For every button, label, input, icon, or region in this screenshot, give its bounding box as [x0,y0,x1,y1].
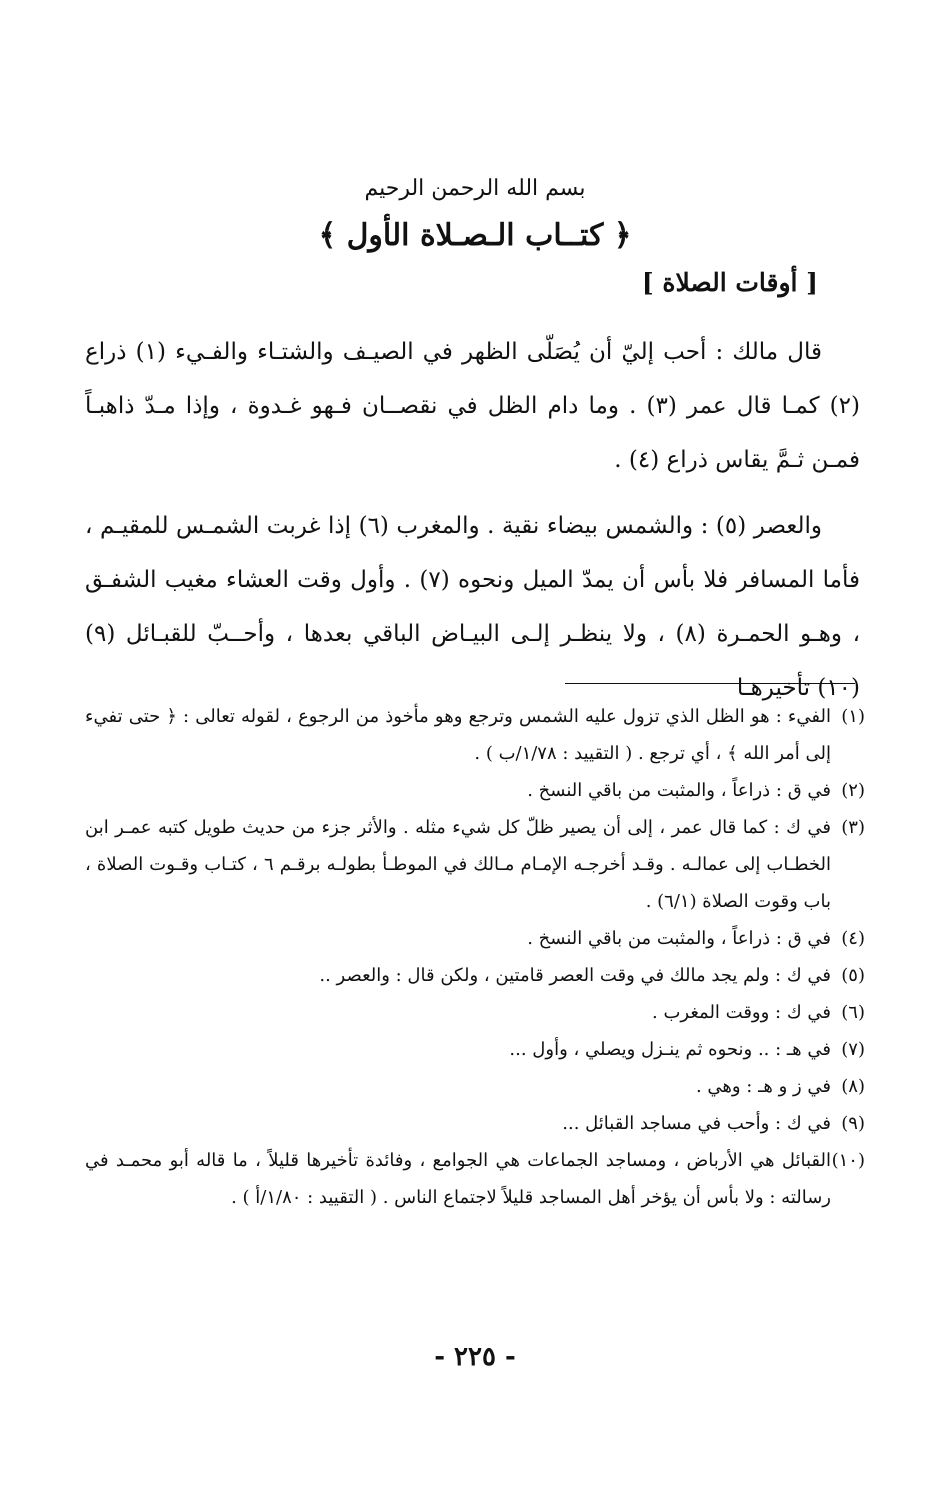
footnote-text: في ز و هـ : وهي . [695,1076,831,1097]
footnote-text: في ق : ذراعاً ، والمثبت من باقي النسخ . [527,780,831,801]
footnote [85,1142,865,1216]
main-text [85,325,860,727]
footnote [85,1105,865,1142]
footnote [85,994,865,1031]
footnote-number: (٦) [841,1002,865,1023]
footnote-number: (٤) [841,928,865,949]
footnote-text: الفيء : هو الظل الذي تزول عليه الشمس وترجع وهو مأخوذ من الرجوع ، لقوله تعالى : ﴿ حتى تفيء إلى أمر الله ﴾ ، أي ترجع . ( التقييد : ١/٧٨/ب ) . [85,706,831,764]
footnote-divider [565,683,855,684]
footnote-number: (٩) [841,1113,865,1134]
footnote-number: (٧) [841,1039,865,1060]
footnote-number: (٣) [841,817,865,838]
footnote [85,809,865,920]
footnote [85,1031,865,1068]
footnote-text: القبائل هي الأرباض ، ومساجد الجماعات هي الجوامع ، وفائدة تأخيرها قليلاً ، ما قاله أبو محمـد في رسالته : ولا بأس أن يؤخر أهل المساجد قليلاً لاجتماع الناس . ( التقييد : ١/٨٠/أ ) . [85,1150,831,1208]
paragraph: قال مالك : أحب إليّ أن يُصَلّى الظهر في الصيـف والشتـاء والفـيء (١) ذراع (٢) كمـا قال عمر (٣) . وما دام الظل في نقصــان فـهو غـدوة ، وإذا مـدّ ذاهبـاً فمـن ثـمَّ يقاس ذراع (٤) . [85,339,860,473]
footnote-number: (١٠) [831,1150,865,1171]
page-number: - ٢٢٥ - [434,1342,516,1372]
section-heading: [ أوقات الصلاة ] [641,268,818,297]
footnote-text: في هـ : .. ونحوه ثم ينـزل ويصلي ، وأول ... [509,1039,831,1060]
footnote-text: في ك : وأحب في مساجد القبائل ... [562,1113,831,1134]
footnote-text: في ك : ولم يجد مالك في وقت العصر قامتين ، ولكن قال : والعصر .. [319,965,831,986]
footnote-number: (٥) [841,965,865,986]
footnote-text: في ك : ووقت المغرب . [652,1002,831,1023]
book-title: ﴿ كتــاب الـصـلاة الأول ﴾ [318,218,632,253]
footnote-number: (١) [841,706,865,727]
basmala: بسم الله الرحمن الرحيم [364,176,586,201]
footnotes-list [85,698,865,1216]
paragraph: والعصر (٥) : والشمس بيضاء نقية . والمغرب (٦) إذا غربت الشمـس للمقيـم ، فأما المسافر فلا بأس أن يمدّ الميل ونحوه (٧) . وأول وقت العشاء مغيب الشفـق ، وهـو الحمـرة (٨) ، ولا ينظـر إلـى البيـاض الباقي بعدها ، وأحــبّ للقبـائل (٩) (١٠) تأخيرهـا [85,513,860,701]
footnote-text: في ك : كما قال عمر ، إلى أن يصير ظلّ كل شيء مثله . والأثر جزء من حديث طويل كتبه عمـر ابن الخطـاب إلى عمالـه . وقـد أخرجـه الإمـام مـالك في الموطـأ بطولـه برقـم ٦ ، كتـاب وقـوت الصلاة ، باب وقوت الصلاة (٦/١) . [85,817,832,912]
footnote [85,957,865,994]
footnote-number: (٨) [841,1076,865,1097]
footnote [85,1068,865,1105]
footnote [85,920,865,957]
footnote [85,698,865,772]
footnote-number: (٢) [841,780,865,801]
footnote [85,772,865,809]
footnote-text: في ق : ذراعاً ، والمثبت من باقي النسخ . [527,928,831,949]
